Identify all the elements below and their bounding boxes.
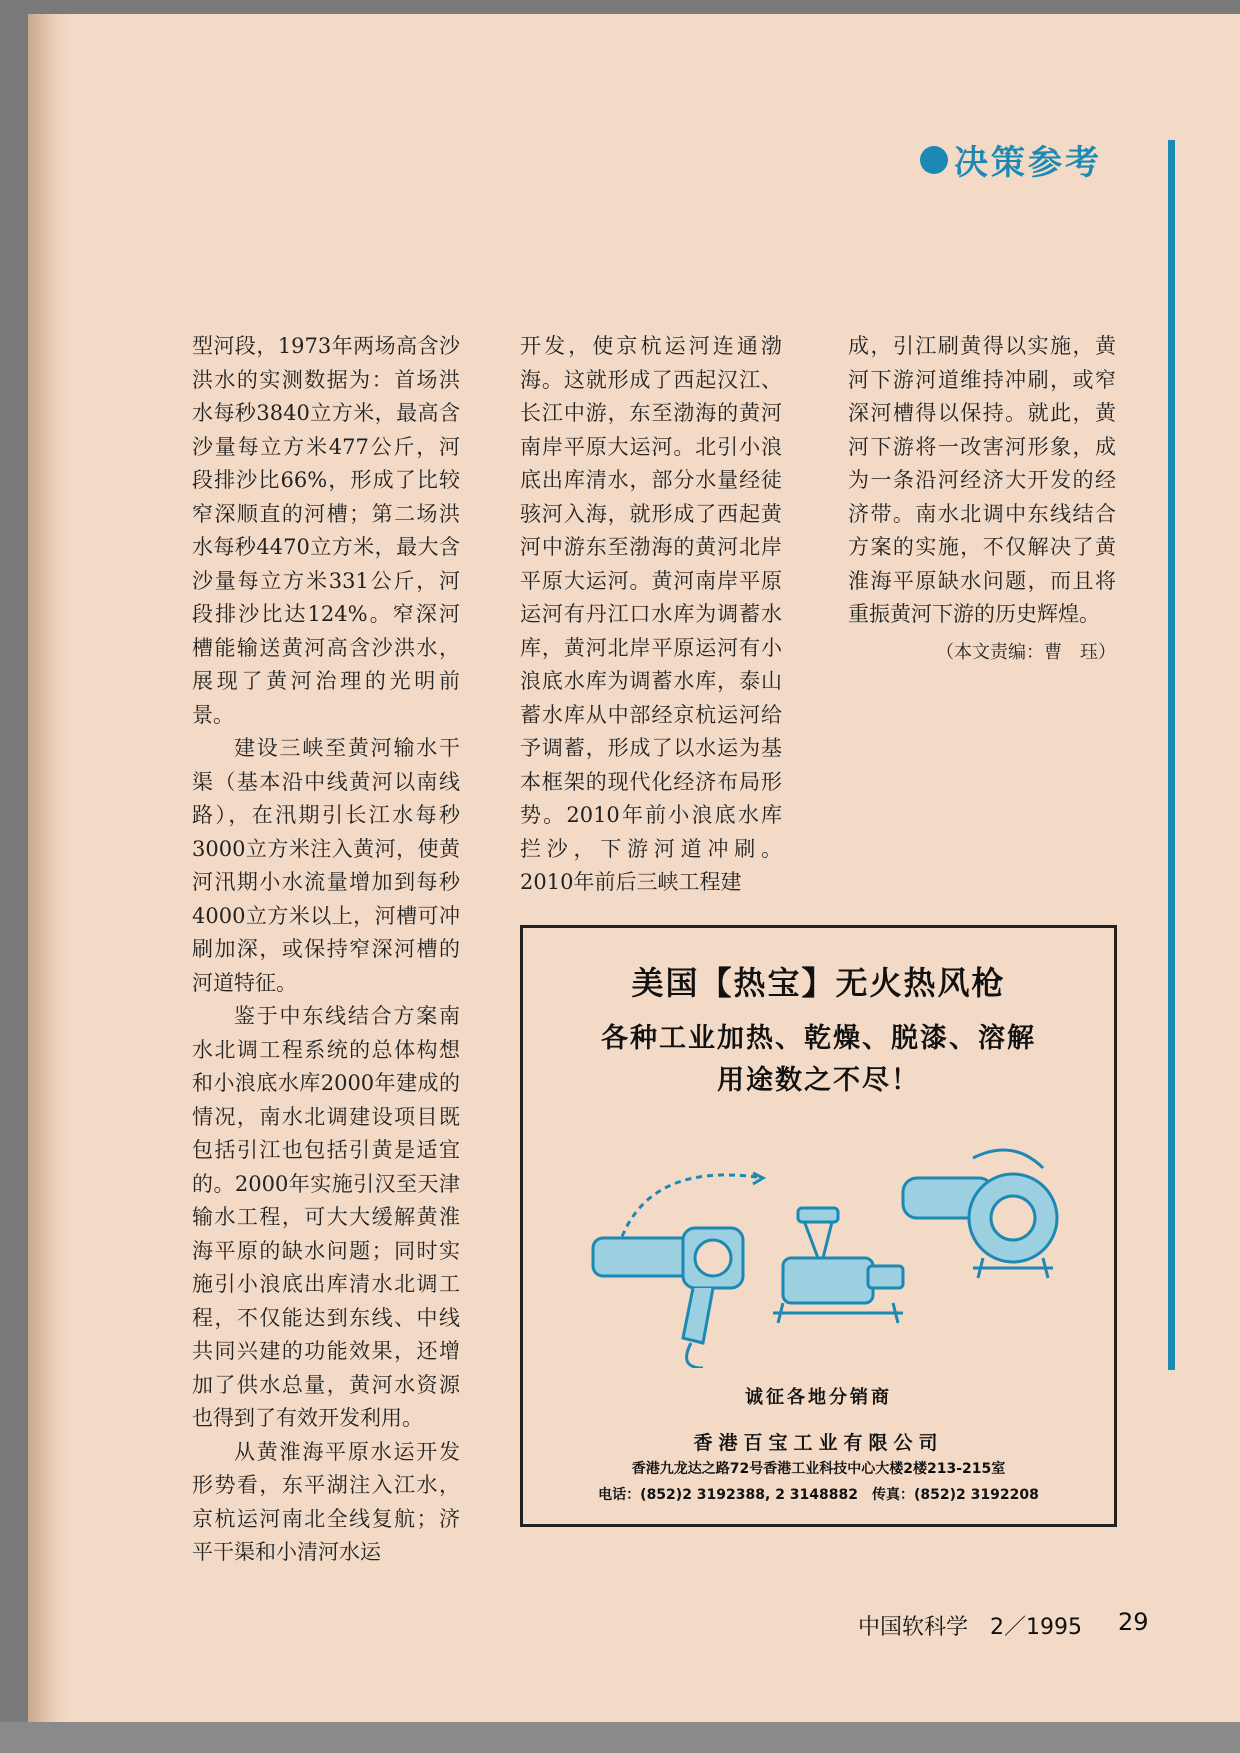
ad-illustration <box>573 1138 1073 1368</box>
paragraph: 建设三峡至黄河输水干渠（基本沿中线黄河以南线路），在汛期引长江水每秒3000立方米注入黄河，使黄河汛期小水流量增加到每秒4000立方米以上，河槽可冲刷加深，或保持窄深河槽的河道特征。 <box>192 736 460 995</box>
heat-gun-stand-icon <box>773 1208 903 1323</box>
paragraph: 从黄淮海平原水运开发形势看，东平湖注入江水，京杭运河南北全线复航；济平干渠和小清河水运 <box>192 1439 460 1564</box>
section-rule <box>1168 140 1175 1370</box>
ad-title: 美国【热宝】无火热风枪 <box>631 964 1006 1002</box>
section-bullet-icon <box>920 146 948 174</box>
ad-subtitle-2: 用途数之不尽！ <box>717 1065 920 1096</box>
scan-border <box>0 1722 1240 1753</box>
paragraph: 开发，使京杭运河连通渤海。这就形成了西起汉江、长江中游，东至渤海的黄河南岸平原大运河。北引小浪底出库清水，部分水量经徒骇河入海，就形成了西起黄河中游东至渤海的黄河北岸平原大运河。黄河南岸平原运河有丹江口水库为调蓄水库，黄河北岸平原运河有小浪底水库为调蓄水库，泰山蓄水库从中部经京杭运河给予调蓄，形成了以水运为基本框架的现代化经济布局形势。2010年前小浪底水库拦沙，下游河道冲刷。2010年前后三峡工程建 <box>520 334 782 894</box>
ad-contact: 电话：(852)2 3192388, 2 3148882 传真：(852)2 3192208 <box>598 1487 1039 1503</box>
ad-company-name: 香港百宝工业有限公司 <box>693 1432 944 1454</box>
text-column-2 <box>520 330 782 900</box>
paragraph: 鉴于中东线结合方案南水北调工程系统的总体构想和小浪底水库2000年建成的情况，南水北调建设项目既包括引江也包括引黄是适宜的。2000年实施引汉至天津输水工程，可大大缓解黄淮海平原的缺水问题；同时实施引小浪底出库清水北调工程，不仅能达到东线、中线共同兴建的功能效果，还增加了供水总量，黄河水资源也得到了有效开发利用。 <box>192 1004 460 1430</box>
editor-credit: （本文责编：曹 珏） <box>936 641 1116 663</box>
paragraph: 型河段，1973年两场高含沙洪水的实测数据为：首场洪水每秒3840立方米，最高含沙量每立方米477公斤，河段排沙比66%，形成了比较窄深顺直的河槽；第二场洪水每秒4470立方米，最大含沙量每立方米331公斤，河段排沙比达124%。窄深河槽能输送黄河高含沙洪水，展现了黄河治理的光明前景。 <box>192 334 460 727</box>
text-column-1 <box>192 330 460 1570</box>
page-number: 29 <box>1118 1608 1149 1636</box>
ad-subtitle: 各种工业加热、乾燥、脱漆、溶解 <box>601 1023 1036 1054</box>
blower-icon <box>903 1150 1057 1278</box>
paragraph: 成，引江刷黄得以实施，黄河下游河道维持冲刷，或窄深河槽得以保持。就此，黄河下游将一改害河形象，成为一条沿河经济大开发的经济带。南水北调中东线结合方案的实施，不仅解决了黄淮海平原缺水问题，而且将重振黄河下游的历史辉煌。 <box>848 334 1116 626</box>
ad-address: 香港九龙达之路72号香港工业科技中心大楼2楼213-215室 <box>631 1461 1006 1477</box>
journal-footer: 中国软科学 2／1995 <box>858 1615 1082 1640</box>
ad-distributor-call: 诚征各地分销商 <box>745 1387 892 1408</box>
section-title: 决策参考 <box>954 143 1102 183</box>
heat-gun-icon <box>593 1173 763 1368</box>
advertisement-box <box>520 925 1117 1527</box>
text-column-3 <box>848 330 1116 669</box>
page-spine-shadow <box>28 14 68 1722</box>
section-header <box>920 135 1102 184</box>
